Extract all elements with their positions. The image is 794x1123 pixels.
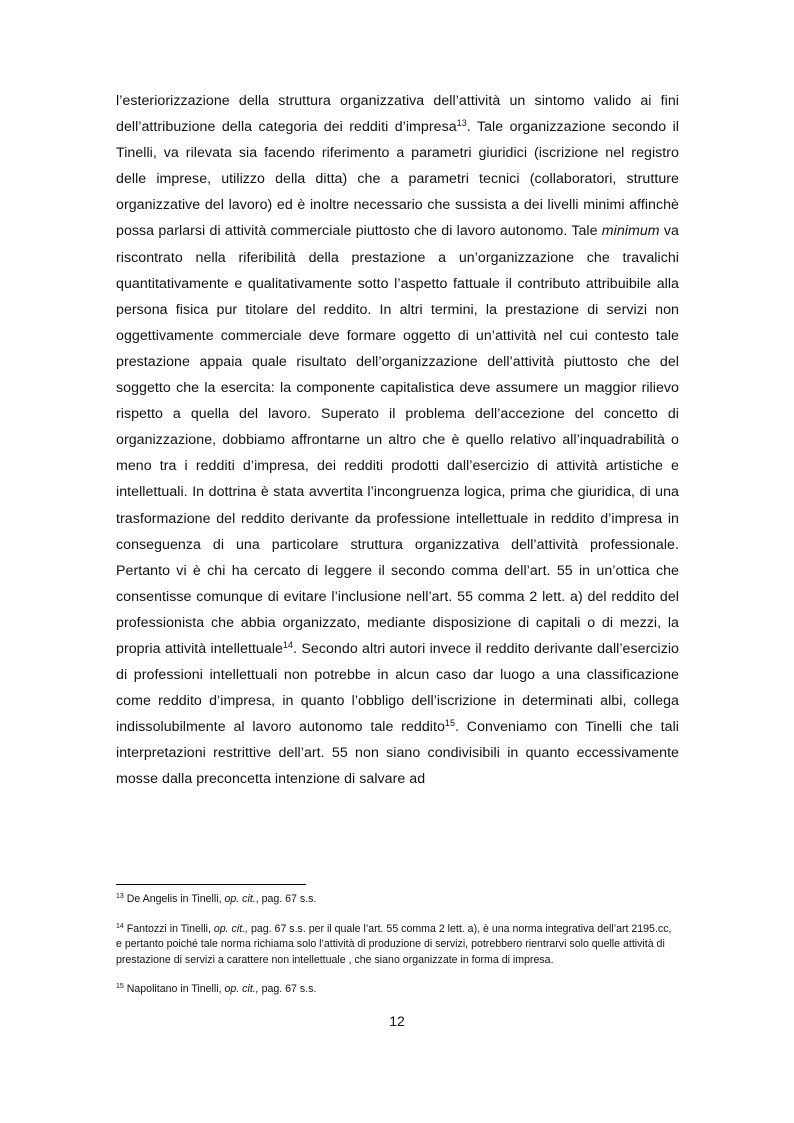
footnote-text: pag. 67 s.s. per il quale l’art. 55 comma 2 lett. a), è una norma integrativa dell’art 2195.cc, e pertanto poiché tale norma richiama solo l’attività di produzione di servizi, potrebbero rientrarvi solo quelle attività di prestazione di servizi a carattere non intellettuale , che siano organizzate in forma di impresa.	[116, 922, 672, 966]
body-sentence-1: l’esteriorizzazione della struttura organizzativa dell’attività un sintomo valido ai fini dell’attribuzione della categoria dei redditi d’impresa	[116, 93, 679, 136]
footnote-text: Fantozzi in Tinelli,	[123, 922, 214, 935]
footnotes	[116, 892, 679, 1012]
footnote-text: pag. 67 s.s.	[258, 983, 317, 996]
emphasis-minimum: minimum	[601, 223, 660, 240]
body-sentence-5: . Conveniamo con Tinelli che tali interpretazioni restrittive dell’art. 55 non siano condivisibili in quanto eccessivamente mosse dalla preconcetta intenzione di salvare ad	[116, 719, 680, 788]
footnote-citation: op. cit.,	[224, 983, 259, 996]
body-text	[116, 88, 679, 793]
footnote-text: , pag. 67 s.s.	[255, 893, 317, 905]
footnote-citation: op. cit.,	[213, 922, 249, 935]
footnote-citation: op. cit.	[224, 893, 256, 905]
footnote-text: De Angelis in Tinelli,	[123, 893, 225, 905]
footnote-separator	[116, 884, 306, 885]
footnote-number: 15	[116, 983, 124, 991]
footnote-14	[116, 922, 679, 969]
footnote-13	[116, 892, 679, 908]
body-sentence-2: . Tale organizzazione secondo il Tinelli, va rilevata sia facendo riferimento a parametri giuridici (iscrizione nel registro delle imprese, utilizzo della ditta) che a parametri tecnici (collaboratori, strutture organizzative del lavoro) ed è inoltre necessario che sussista a dei livelli minimi affinchè possa parlarsi di attività commerciale piuttosto che di lavoro autonomo. Tale	[116, 119, 679, 240]
footnote-ref-15[interactable]: 15	[444, 718, 456, 729]
footnote-number: 13	[116, 893, 124, 901]
footnote-ref-14[interactable]: 14	[282, 640, 294, 651]
body-paragraph	[116, 88, 679, 793]
page-number: 12	[389, 1013, 405, 1029]
footnote-ref-13[interactable]: 13	[456, 118, 467, 129]
footnote-number: 14	[116, 922, 124, 930]
footnote-15	[116, 982, 679, 998]
body-sentence-4: . Secondo altri autori invece il reddito derivante dall’esercizio di professioni intellettuali non potrebbe in alcun caso dar luogo a una classificazione come reddito d’impresa, in quanto l’obbligo dell’iscrizione in determinati albi, collega indissolubilmente al lavoro autonomo tale reddito	[116, 640, 679, 736]
body-sentence-3: va riscontrato nella riferibilità della prestazione a un’organizzazione che travalichi quantitativamente e qualitativamente sotto l’aspetto fattuale il contributo attribuibile alla persona fisica pur titolare del reddito. In altri termini, la prestazione di servizi non oggettivamente commerciale deve formare oggetto di un’attività nel cui contesto tale prestazione appaia quale risultato dell’organizzazione dell’attività piuttosto che del soggetto che la esercita: la componente capitalistica deve assumere un maggior rilievo rispetto a quella del lavoro. Superato il problema dell’accezione del concetto di organizzazione, dobbiamo affrontarne un altro che è quello relativo all’inquadrabilità o meno tra i redditi d’impresa, dei redditi prodotti dall’esercizio di attività artistiche e intellettuali. In dottrina è stata avvertita l’incongruenza logica, prima che giuridica, di una trasformazione del reddito derivante da professione intellettuale in reddito d’impresa in conseguenza di una particolare struttura organizzativa dell’attività professionale. Pertanto vi è chi ha cercato di leggere il secondo comma dell’art. 55 in un’ottica che consentisse comunque di evitare l’inclusione nell’art. 55 comma 2 lett. a) del reddito del professionista che abbia organizzato, mediante disposizione di capitali o di mezzi, la propria attività intellettuale	[116, 223, 679, 657]
footnote-text: Napolitano in Tinelli,	[123, 983, 225, 996]
